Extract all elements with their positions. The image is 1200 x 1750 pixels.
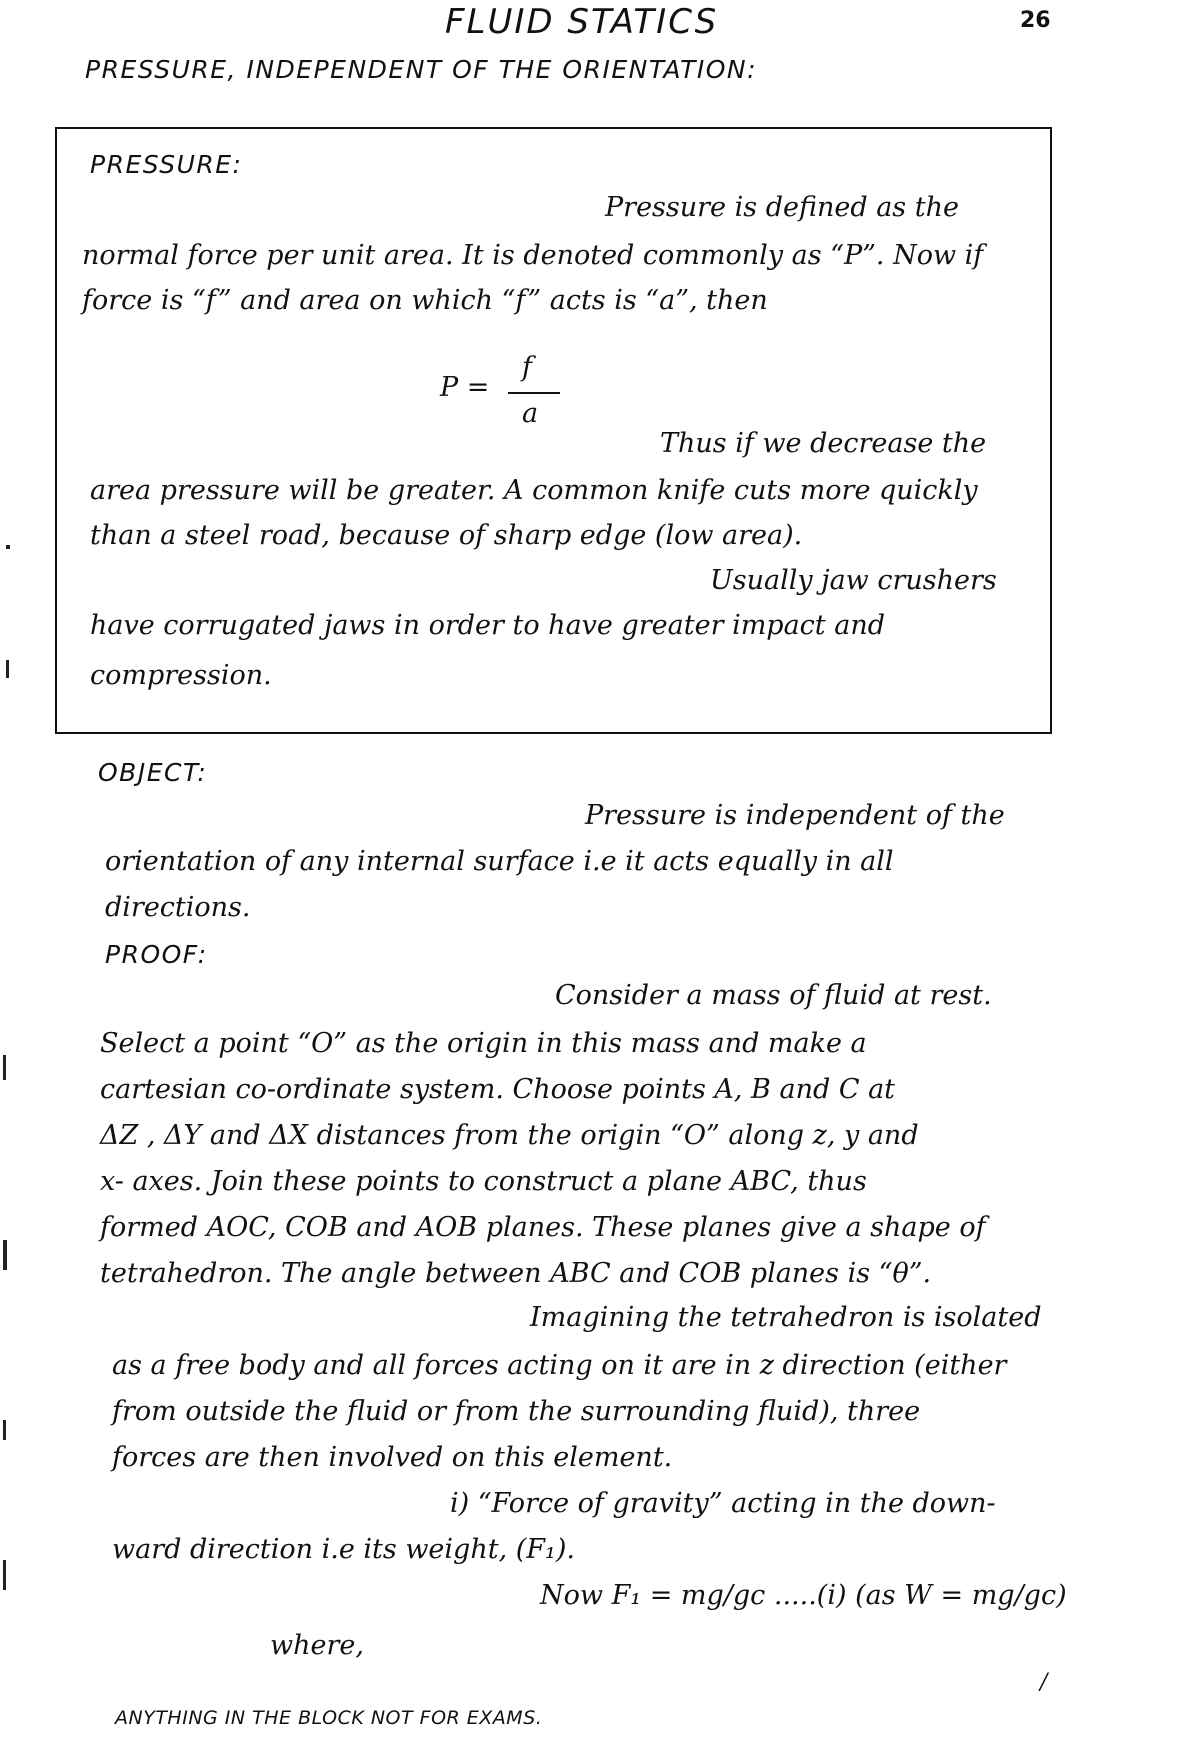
scan-speck [6, 545, 10, 549]
box-line: Thus if we decrease the [660, 428, 987, 459]
proof-line: Imagining the tetrahedron is isolated [530, 1302, 1042, 1333]
page-title: FLUID STATICS [445, 2, 719, 42]
proof-line: from outside the fluid or from the surrounding fluid), three [112, 1396, 921, 1427]
box-line: normal force per unit area. It is denoted commonly as “P”. Now if [82, 240, 984, 271]
object-line: orientation of any internal surface i.e it acts equally in all [105, 846, 894, 877]
scan-speck [3, 1560, 6, 1590]
box-line: than a steel road, because of sharp edge (low area). [90, 520, 803, 551]
object-line: directions. [105, 892, 251, 923]
proof-line: Select a point “O” as the origin in this mass and make a [100, 1028, 867, 1059]
proof-line: tetrahedron. The angle between ABC and COB planes is “θ”. [100, 1258, 932, 1289]
box-line: area pressure will be greater. A common knife cuts more quickly [90, 475, 978, 506]
proof-line: formed AOC, COB and AOB planes. These planes give a shape of [100, 1212, 986, 1243]
proof-line: ward direction i.e its weight, (F₁). [112, 1534, 575, 1565]
box-line: compression. [90, 660, 272, 691]
proof-line: i) “Force of gravity” acting in the down- [450, 1488, 996, 1519]
scan-speck [3, 1055, 6, 1080]
object-line: Pressure is independent of the [585, 800, 1005, 831]
proof-line: forces are then involved on this element. [112, 1442, 673, 1473]
footer-note: ANYTHING IN THE BLOCK NOT FOR EXAMS. [115, 1707, 543, 1729]
section-heading: PRESSURE, INDEPENDENT OF THE ORIENTATION: [85, 55, 758, 84]
formula-numerator: f [522, 352, 532, 383]
page-number: 26 [1020, 8, 1051, 33]
fraction-bar [508, 392, 560, 394]
box-heading: PRESSURE: [90, 150, 243, 179]
formula-denominator: a [522, 398, 539, 429]
object-heading: OBJECT: [98, 758, 208, 787]
proof-line: cartesian co-ordinate system. Choose points A, B and C at [100, 1074, 896, 1105]
box-line: Pressure is defined as the [605, 192, 959, 223]
scan-speck [3, 1240, 7, 1270]
proof-line: x- axes. Join these points to construct a plane ABC, thus [100, 1166, 867, 1197]
formula-lhs: P = [440, 372, 490, 403]
scan-speck [3, 1420, 6, 1440]
proof-line: where, [270, 1630, 364, 1661]
box-line: force is “f” and area on which “f” acts is “a”, then [82, 285, 768, 316]
scan-speck [6, 660, 9, 678]
formula-weight: Now F₁ = mg/gc .....(i) (as W = mg/gc) [540, 1580, 1067, 1611]
proof-heading: PROOF: [105, 940, 208, 969]
box-line: Usually jaw crushers [710, 565, 997, 596]
box-line: have corrugated jaws in order to have greater impact and [90, 610, 886, 641]
proof-line: as a free body and all forces acting on it are in z direction (either [112, 1350, 1007, 1381]
proof-line: Consider a mass of fluid at rest. [555, 980, 992, 1011]
proof-line: ΔZ , ΔY and ΔX distances from the origin “O” along z, y and [100, 1120, 919, 1151]
corner-mark: / [1040, 1670, 1048, 1695]
